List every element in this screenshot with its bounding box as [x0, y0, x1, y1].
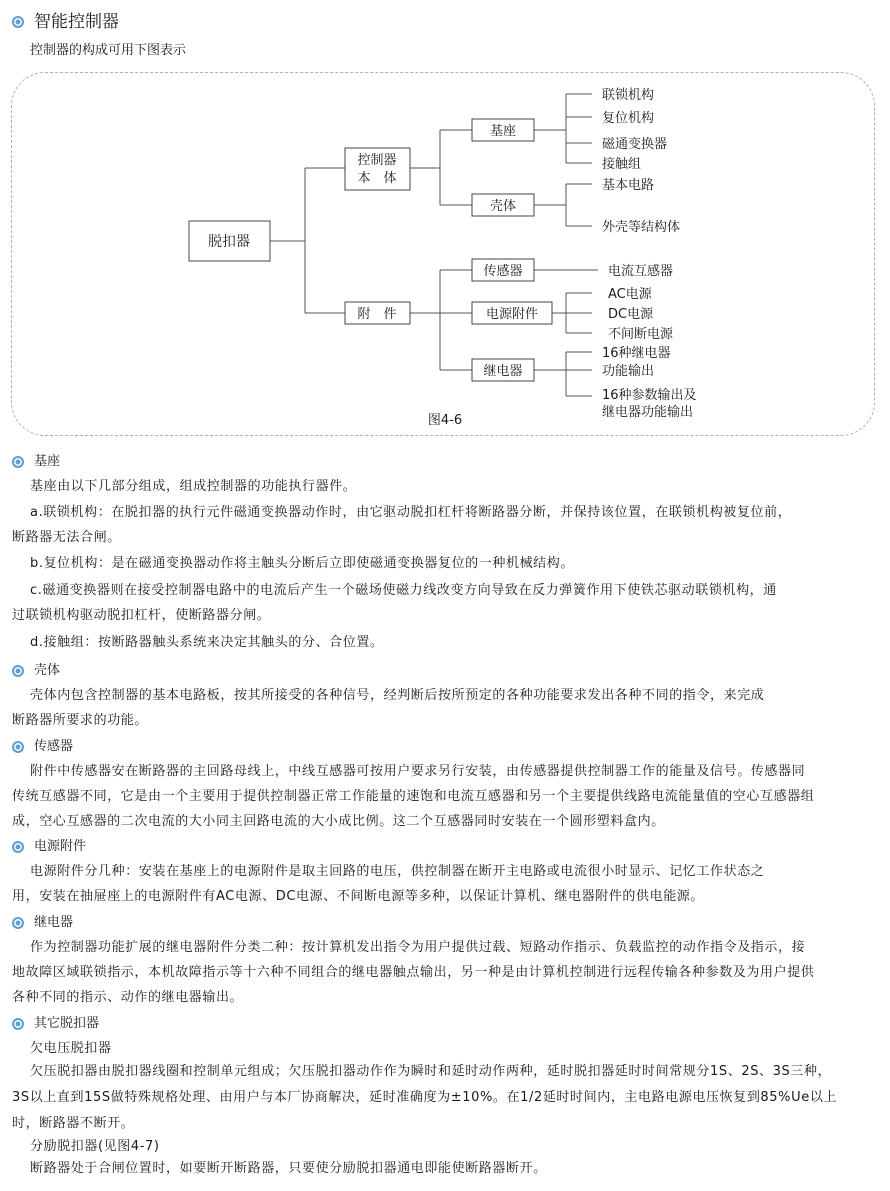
root-node-label: 脱扣器	[208, 234, 250, 250]
paragraph: 作为控制器功能扩展的继电器附件分类二种：按计算机发出指令为用户提供过载、短路动作指示、负载监控的动作指令及指示，接	[30, 940, 806, 955]
paragraph: 断路器无法合闸。	[12, 530, 121, 545]
bullet-icon	[12, 456, 24, 468]
paragraph: b.复位机构：是在磁通变换器动作将主触头分断后立即使磁通变换器复位的一种机械结构。	[30, 556, 574, 571]
shell-leaf-label: 外壳等结构体	[602, 220, 681, 235]
paragraph: 欠压脱扣器由脱扣器线圈和控制单元组成；欠压脱扣器动作作为瞬时和延时动作两种，延时脱扣器延时时间常规分1S、2S、3S三种，	[30, 1064, 832, 1079]
base-leaf-label: 磁通变换器	[602, 137, 668, 152]
paragraph: 用，安装在抽屉座上的电源附件有AC电源、DC电源、不间断电源等多种，以保证计算机、继电器附件的供电能源。	[12, 889, 705, 904]
base-leaf-label: 接触组	[602, 157, 642, 172]
bullet-icon	[12, 1018, 24, 1030]
paragraph: a.联锁机构：在脱扣器的执行元件磁通变换器动作时，由它驱动脱扣杠杆将断路器分断，并保持该位置，在联锁机构被复位前，	[30, 505, 792, 520]
sub-heading: 欠电压脱扣器	[30, 1041, 112, 1056]
paragraph: 断路器所要求的功能。	[12, 713, 149, 728]
paragraph: 附件中传感器安在断路器的主回路母线上，中线互感器可按用户要求另行安装，由传感器提供控制器工作的能量及信号。传感器同	[30, 764, 806, 779]
shell-node-label: 壳体	[489, 199, 517, 214]
paragraph: 地故障区域联锁指示，本机故障指示等十六种不同组合的继电器触点输出，另一种是由计算机控制进行远程传输各种参数及为用户提供	[12, 965, 815, 980]
paragraph: 过联锁机构驱动脱扣杠杆，使断路器分闸。	[12, 608, 271, 623]
paragraph: 3S以上直到15S做特殊规格处理、由用户与本厂协商解决，延时准确度为±10%。在1/2延时时间内，主电路电源电压恢复到85%Ue以上	[12, 1090, 838, 1105]
sensor-node-label: 传感器	[483, 264, 523, 279]
paragraph: 壳体内包含控制器的基本电路板，按其所接受的各种信号，经判断后按所预定的各种功能要求发出各种不同的指令，来完成	[30, 688, 765, 703]
relay-leaf-label: 16种继电器	[602, 346, 671, 361]
page-title: 智能控制器	[34, 12, 119, 32]
paragraph: 基座由以下几部分组成，组成控制器的功能执行器件。	[30, 479, 357, 494]
paragraph: 断路器处于合闸位置时，如要断开断路器，只要使分励脱扣器通电即能使断路器断开。	[30, 1161, 547, 1176]
section-heading-sensor: 传感器	[12, 738, 73, 756]
relay-leaf-label: 16种参数输出及	[602, 388, 697, 403]
bullet-icon	[12, 841, 24, 853]
section-heading-relay: 继电器	[12, 914, 73, 932]
paragraph: c.磁通变换器则在接受控制器电路中的电流后产生一个磁场使磁力线改变方向导致在反力弹簧作用下使铁芯驱动联锁机构，通	[30, 583, 777, 598]
relay-leaf-label: 继电器功能输出	[602, 405, 694, 420]
body-node-label-2: 本 体	[357, 171, 397, 186]
section-heading-other: 其它脱扣器	[12, 1015, 99, 1033]
power-node-label: 电源附件	[485, 307, 539, 322]
bullet-icon	[12, 741, 24, 753]
relay-leaf-label: 功能输出	[602, 364, 655, 379]
section-heading-power: 电源附件	[12, 838, 86, 856]
section-heading-base: 基座	[12, 453, 60, 471]
relay-node-label: 继电器	[483, 364, 523, 379]
base-node-label: 基座	[489, 124, 517, 139]
power-leaf-label: 不间断电源	[608, 327, 674, 342]
structure-diagram	[0, 0, 890, 450]
base-leaf-label: 复位机构	[602, 111, 655, 126]
paragraph: d.接触组：按断路器触头系统来决定其触头的分、合位置。	[30, 635, 384, 650]
paragraph: 传统互感器不同，它是由一个主要用于提供控制器正常工作能量的速饱和电流互感器和另一个主要提供线路电流能量值的空心互感器组	[12, 789, 815, 804]
figure-caption: 图4-6	[427, 413, 463, 428]
power-leaf-label: DC电源	[608, 307, 654, 322]
paragraph: 时，断路器不断开。	[12, 1116, 135, 1131]
body-node-label-1: 控制器	[357, 153, 397, 168]
bullet-icon	[12, 917, 24, 929]
page-subtitle: 控制器的构成可用下图表示	[30, 43, 187, 58]
base-leaf-label: 联锁机构	[602, 88, 655, 103]
bullet-icon	[12, 665, 24, 677]
power-leaf-label: AC电源	[608, 287, 652, 302]
paragraph: 成，空心互感器的二次电流的大小同主回路电流的大小成比例。这二个互感器同时安装在一个圆形塑料盒内。	[12, 814, 665, 829]
paragraph: 各种不同的指示、动作的继电器输出。	[12, 990, 244, 1005]
accessory-node-label: 附 件	[357, 307, 397, 322]
shell-leaf-label: 基本电路	[602, 178, 655, 193]
sub-heading: 分励脱扣器(见图4-7)	[30, 1139, 160, 1154]
section-heading-shell: 壳体	[12, 662, 60, 680]
sensor-leaf-label: 电流互感器	[608, 264, 674, 279]
paragraph: 电源附件分几种：安装在基座上的电源附件是取主回路的电压，供控制器在断开主电路或电流很小时显示、记忆工作状态之	[30, 864, 765, 879]
